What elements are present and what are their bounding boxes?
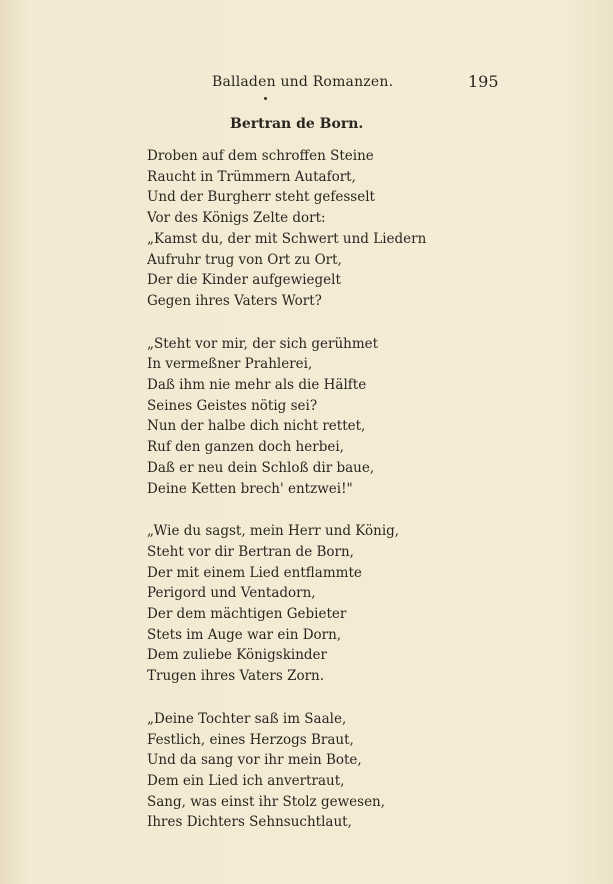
verse-line: Aufruhr trug von Ort zu Ort, (147, 251, 342, 268)
verse-line: Daß ihm nie mehr als die Hälfte (147, 377, 367, 394)
verse-line: Sang, was einst ihr Stolz gewesen, (147, 793, 386, 810)
verse-line: Vor des Königs Zelte dort: (147, 210, 326, 227)
verse-line: Gegen ihres Vaters Wort? (147, 292, 322, 309)
ornament-dot (264, 97, 267, 100)
verse-line: Steht vor dir Bertran de Born, (147, 543, 354, 560)
stanza (147, 709, 447, 833)
verse-line: Perigord und Ventadorn, (147, 585, 316, 602)
verse-line: Nun der halbe dich nicht rettet, (147, 418, 366, 435)
verse-line: Der die Kinder aufgewiegelt (147, 272, 341, 289)
verse-line: „Deine Tochter saß im Saale, (147, 710, 347, 727)
verse-line: Dem zuliebe Königskinder (147, 647, 327, 664)
verse-line: Der dem mächtigen Gebieter (147, 606, 347, 623)
verse-line: Und da sang vor ihr mein Bote, (147, 752, 362, 769)
verse-line: Ruf den ganzen doch herbei, (147, 439, 344, 456)
verse-line: Der mit einem Lied entflammte (147, 564, 362, 581)
verse-line: Trugen ihres Vaters Zorn. (147, 668, 325, 685)
page-number: 195 (468, 72, 499, 91)
verse-line: Ihres Dichters Sehnsuchtlaut, (147, 814, 352, 831)
verse-line: Und der Burgherr steht gefesselt (147, 189, 375, 206)
verse-line: Seines Geistes nötig sei? (147, 397, 318, 414)
verse-line: Raucht in Trümmern Autafort, (147, 168, 356, 185)
verse-line: „Steht vor mir, der sich gerühmet (147, 335, 379, 352)
verse-line: „Wie du sagst, mein Herr und König, (147, 523, 400, 540)
verse-line: Dem ein Lied ich anvertraut, (147, 772, 345, 789)
poem-title: Bertran de Born. (230, 116, 364, 132)
verse-line: In vermeßner Prahlerei, (147, 356, 313, 373)
stanza (147, 334, 447, 500)
verse-line: Deine Ketten brech' entzwei!" (147, 480, 353, 497)
running-head (0, 74, 613, 94)
poem-body (147, 146, 447, 855)
verse-line: Stets im Auge war ein Dorn, (147, 626, 342, 643)
verse-line: Droben auf dem schroffen Steine (147, 148, 374, 164)
running-title: Balladen und Romanzen. (212, 74, 394, 90)
stanza (147, 146, 447, 312)
verse-line: Daß er neu dein Schloß dir baue, (147, 459, 375, 476)
verse-line: Festlich, eines Herzogs Braut, (147, 731, 354, 748)
stanza (147, 521, 447, 687)
verse-line: „Kamst du, der mit Schwert und Liedern (147, 230, 427, 247)
